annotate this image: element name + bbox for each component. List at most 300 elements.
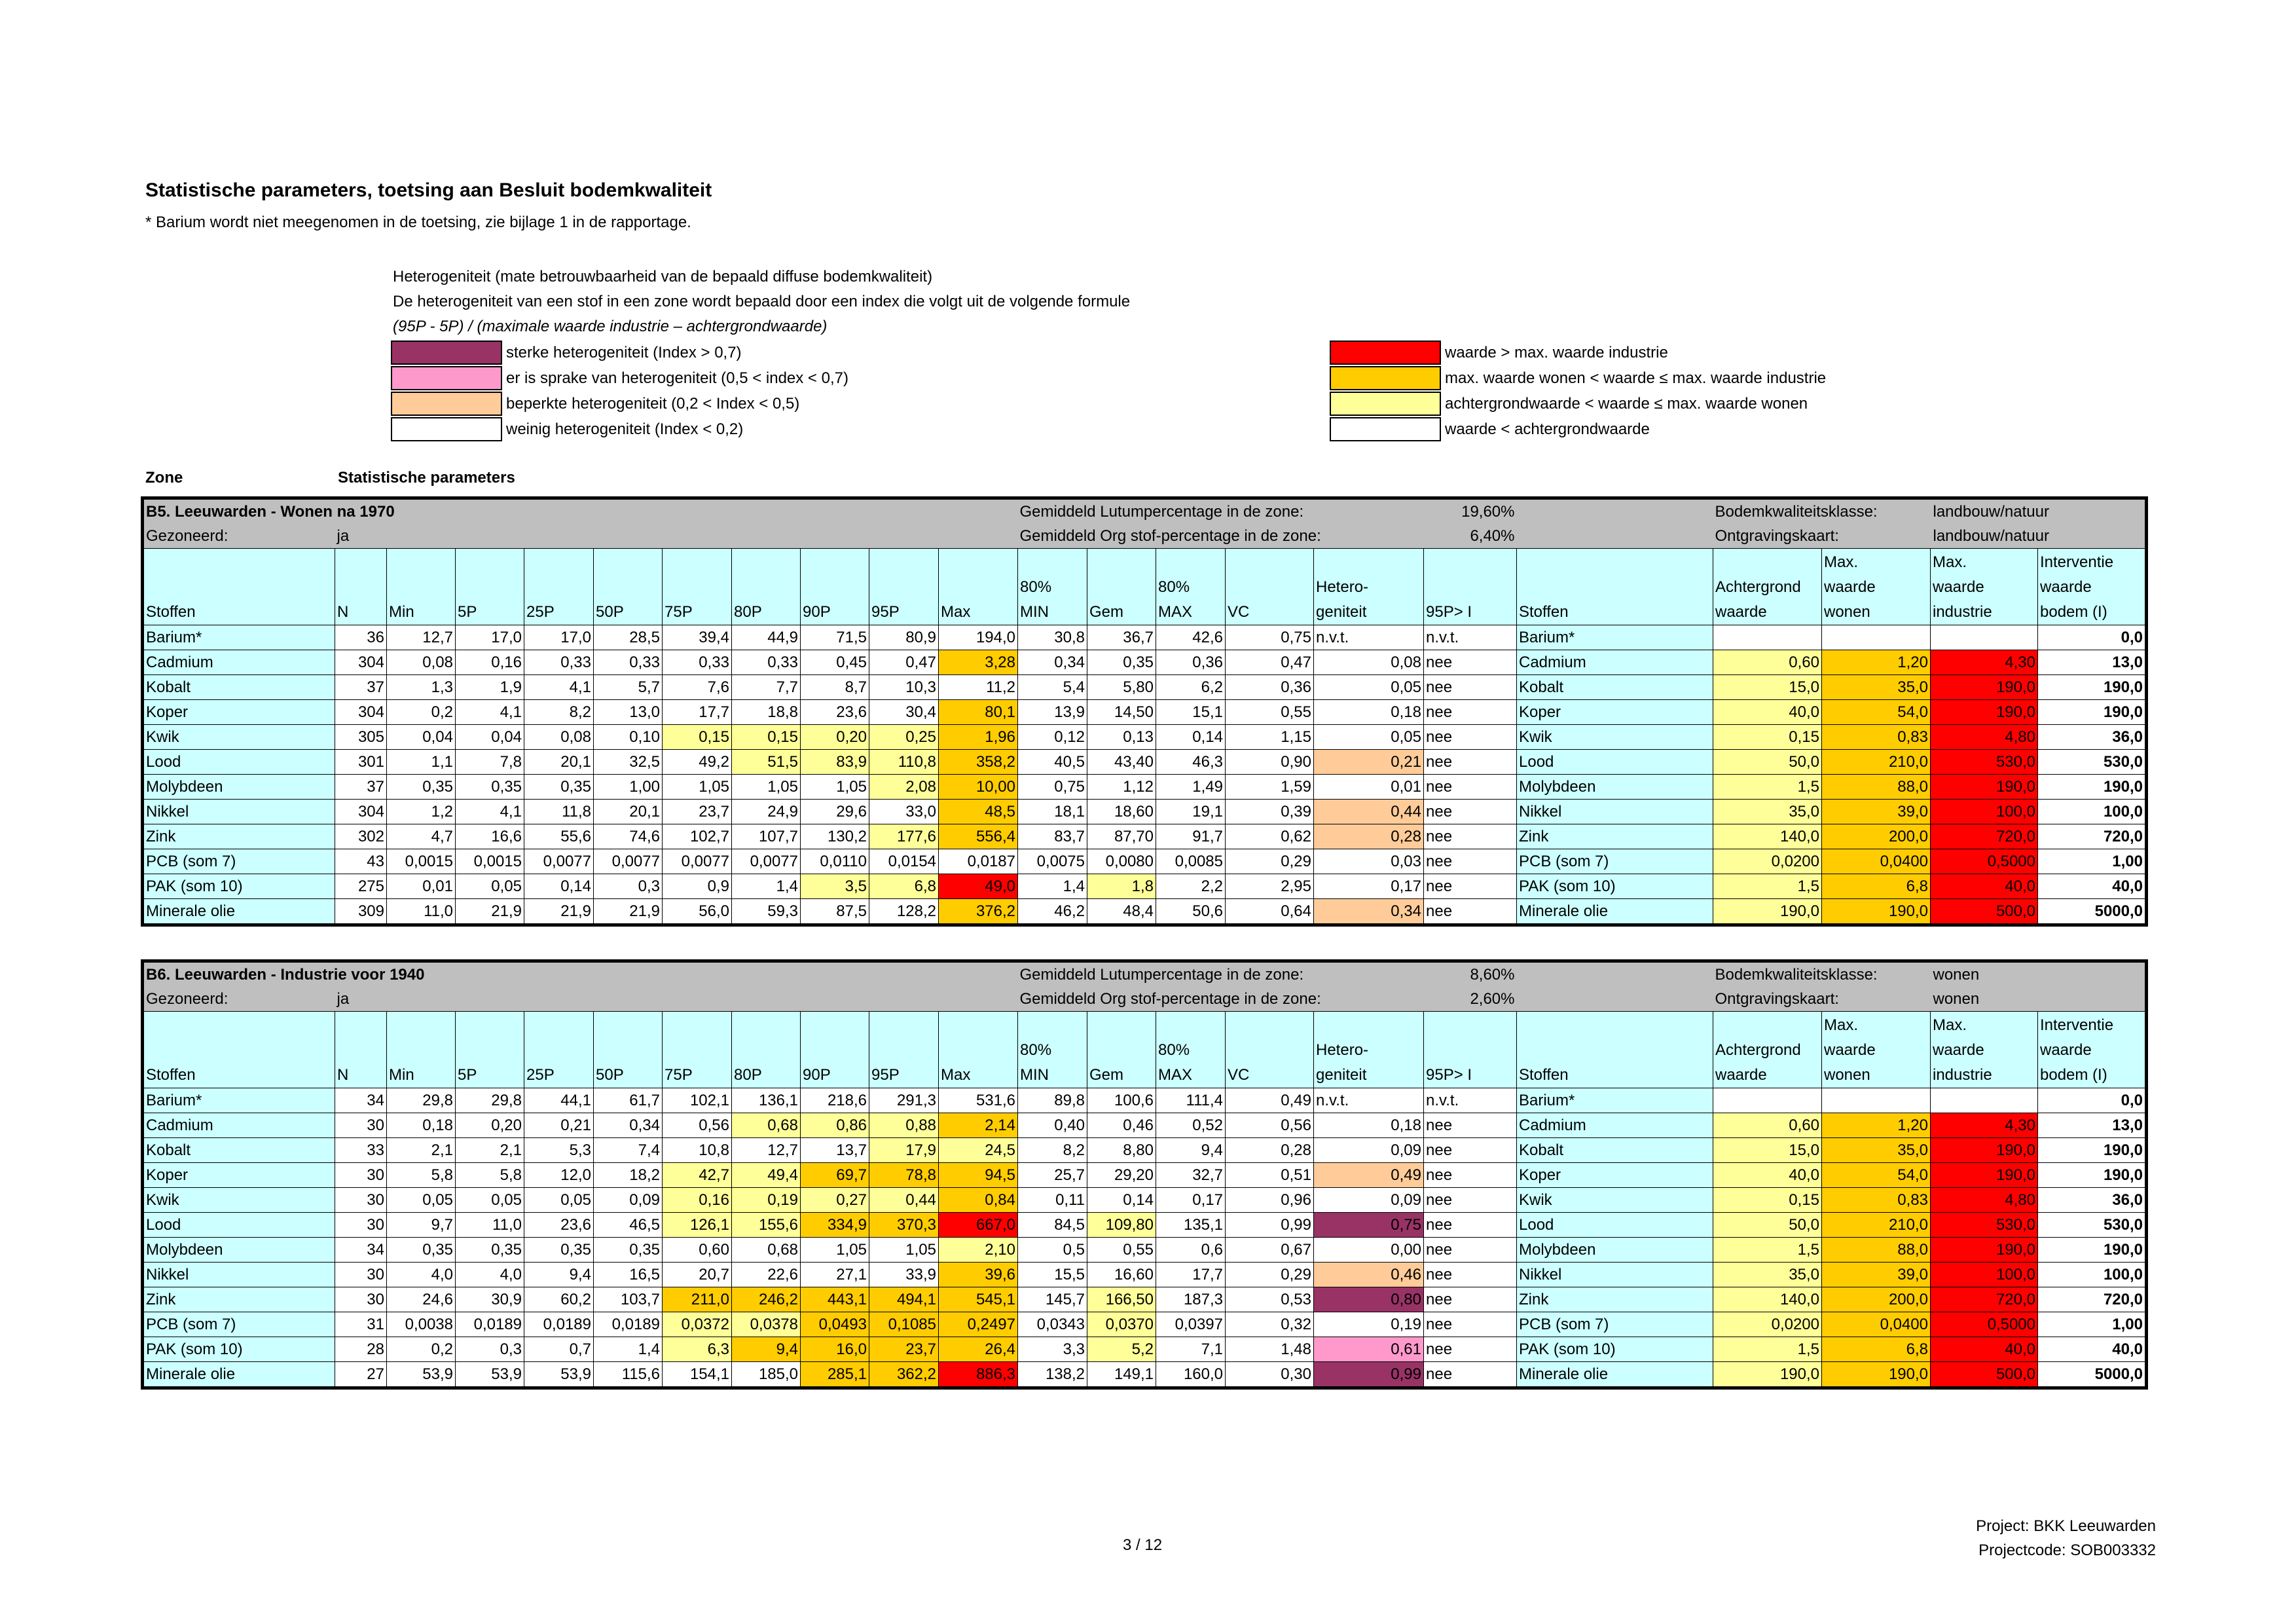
substance-name: Molybdeen — [143, 775, 335, 800]
table-cell: 1,96 — [939, 725, 1018, 750]
table-cell: 30 — [335, 1163, 387, 1188]
table-cell: 0,35 — [456, 1238, 524, 1263]
table-cell: 0,16 — [456, 650, 524, 675]
table-row — [143, 824, 2147, 849]
legend-label: achtergrondwaarde < waarde ≤ max. waarde wonen — [1445, 394, 1808, 413]
threshold-cell: 190,0 — [1822, 1362, 1931, 1388]
threshold-cell: 35,0 — [1713, 1263, 1822, 1287]
table-cell: 49,4 — [732, 1163, 801, 1188]
table-cell: 59,3 — [732, 899, 801, 925]
table-cell: 18,60 — [1087, 800, 1156, 824]
threshold-cell: 0,60 — [1713, 650, 1822, 675]
threshold-cell — [1713, 625, 1822, 650]
table-cell: 0,0038 — [387, 1312, 456, 1337]
table-cell: 2,1 — [387, 1138, 456, 1163]
table-cell: 4,1 — [456, 700, 524, 725]
table-row — [143, 725, 2147, 750]
table-cell: 246,2 — [732, 1287, 801, 1312]
table-cell: nee — [1424, 1263, 1517, 1287]
table-cell: n.v.t. — [1424, 1088, 1517, 1113]
table-cell: 0,0075 — [1018, 849, 1087, 874]
substance-name: Lood — [143, 1213, 335, 1238]
threshold-cell: 0,15 — [1713, 725, 1822, 750]
threshold-cell: 88,0 — [1822, 775, 1931, 800]
substance-name: Barium* — [143, 625, 335, 650]
table-cell: 1,4 — [1018, 874, 1087, 899]
table-cell: 7,7 — [732, 675, 801, 700]
table-cell: 0,36 — [1226, 675, 1314, 700]
table-cell: 0,15 — [663, 725, 732, 750]
statistics-label: Statistische parameters — [338, 469, 515, 487]
table-cell: 362,2 — [869, 1362, 939, 1388]
table-row — [143, 1312, 2147, 1337]
table-cell: 2,10 — [939, 1238, 1018, 1263]
threshold-cell — [1931, 1088, 2038, 1113]
table-cell: 1,59 — [1226, 775, 1314, 800]
table-cell: 0,2 — [387, 1337, 456, 1362]
table-cell: 12,0 — [524, 1163, 594, 1188]
column-header: 50P — [594, 549, 663, 625]
threshold-cell: 1,20 — [1822, 1113, 1931, 1138]
table-cell: 0,46 — [1087, 1113, 1156, 1138]
value-legend — [1330, 340, 1826, 442]
table-cell: nee — [1424, 1163, 1517, 1188]
table-cell: nee — [1424, 849, 1517, 874]
table-cell: 7,8 — [456, 750, 524, 775]
zone-info-row — [143, 524, 2147, 549]
org-label: Gemiddeld Org stof-percentage in de zone: — [1018, 524, 1424, 549]
table-cell: 0,84 — [939, 1188, 1018, 1213]
table-cell: 154,1 — [663, 1362, 732, 1388]
table-cell: 6,2 — [1156, 675, 1226, 700]
table-cell: 4,0 — [387, 1263, 456, 1287]
table-cell: 0,0085 — [1156, 849, 1226, 874]
table-cell: 9,4 — [732, 1337, 801, 1362]
column-header: 50P — [594, 1012, 663, 1088]
substance-name: PCB (som 7) — [1517, 849, 1713, 874]
substance-name: Koper — [143, 1163, 335, 1188]
table-cell: 28 — [335, 1337, 387, 1362]
legend-label: weinig heterogeniteit (Index < 0,2) — [506, 420, 744, 438]
org-label: Gemiddeld Org stof-percentage in de zone: — [1018, 987, 1424, 1012]
threshold-cell — [1822, 625, 1931, 650]
table-cell: 0,47 — [869, 650, 939, 675]
threshold-cell: 100,0 — [2038, 800, 2147, 824]
substance-name: PAK (som 10) — [1517, 874, 1713, 899]
klasse-value: wonen — [1931, 961, 2147, 987]
substance-name: Kobalt — [143, 1138, 335, 1163]
threshold-cell: 5000,0 — [2038, 1362, 2147, 1388]
table-row — [143, 800, 2147, 824]
table-cell: 0,17 — [1314, 874, 1424, 899]
table-cell: 13,0 — [594, 700, 663, 725]
threshold-cell: 0,5000 — [1931, 1312, 2038, 1337]
table-cell: nee — [1424, 824, 1517, 849]
table-cell: 23,7 — [869, 1337, 939, 1362]
threshold-cell: 190,0 — [1931, 675, 2038, 700]
table-cell: 20,7 — [663, 1263, 732, 1287]
substance-name: Molybdeen — [1517, 1238, 1713, 1263]
table-cell: 0,6 — [1156, 1238, 1226, 1263]
threshold-cell: 100,0 — [1931, 800, 2038, 824]
threshold-cell: 190,0 — [1822, 899, 1931, 925]
threshold-cell: 140,0 — [1713, 824, 1822, 849]
table-cell: 51,5 — [732, 750, 801, 775]
threshold-cell: 40,0 — [1713, 1163, 1822, 1188]
substance-name: PAK (som 10) — [143, 874, 335, 899]
table-cell: 4,7 — [387, 824, 456, 849]
table-cell: 0,08 — [524, 725, 594, 750]
threshold-cell: 190,0 — [1931, 700, 2038, 725]
table-cell: 1,9 — [456, 675, 524, 700]
threshold-cell: 54,0 — [1822, 1163, 1931, 1188]
table-cell: 0,05 — [456, 1188, 524, 1213]
threshold-cell: 1,00 — [2038, 849, 2147, 874]
zone-label: Zone — [145, 469, 183, 487]
table-cell: 24,6 — [387, 1287, 456, 1312]
threshold-cell: 0,15 — [1713, 1188, 1822, 1213]
table-cell: 0,0077 — [524, 849, 594, 874]
table-cell: 0,34 — [1018, 650, 1087, 675]
threshold-cell: 210,0 — [1822, 1213, 1931, 1238]
column-header: Max. waarde industrie — [1931, 549, 2038, 625]
column-header: Gem — [1087, 549, 1156, 625]
table-row — [143, 1113, 2147, 1138]
substance-name: Kwik — [1517, 1188, 1713, 1213]
column-header: 25P — [524, 549, 594, 625]
table-row — [143, 775, 2147, 800]
table-cell: 56,0 — [663, 899, 732, 925]
threshold-cell: 0,60 — [1713, 1113, 1822, 1138]
threshold-cell: 200,0 — [1822, 824, 1931, 849]
table-cell: 305 — [335, 725, 387, 750]
table-cell: 0,51 — [1226, 1163, 1314, 1188]
table-cell: 19,1 — [1156, 800, 1226, 824]
threshold-cell: 720,0 — [2038, 824, 2147, 849]
table-cell: 53,9 — [524, 1362, 594, 1388]
substance-name: Nikkel — [143, 800, 335, 824]
table-cell: 531,6 — [939, 1088, 1018, 1113]
substance-name: Kwik — [143, 1188, 335, 1213]
legend-item — [1330, 365, 1826, 391]
threshold-cell: 4,30 — [1931, 1113, 2038, 1138]
heterogeneity-line1: Heterogeniteit (mate betrouwbaarheid van de bepaald diffuse bodemkwaliteit) — [393, 268, 933, 286]
table-cell: 12,7 — [387, 625, 456, 650]
threshold-cell: 40,0 — [2038, 1337, 2147, 1362]
table-cell: nee — [1424, 1138, 1517, 1163]
table-cell: 370,3 — [869, 1213, 939, 1238]
legend-item — [1330, 416, 1826, 442]
table-cell: 100,6 — [1087, 1088, 1156, 1113]
table-cell: 84,5 — [1018, 1213, 1087, 1238]
table-cell: 0,25 — [869, 725, 939, 750]
column-header: Stoffen — [143, 1012, 335, 1088]
table-cell: 0,35 — [524, 775, 594, 800]
heterogeneity-formula: (95P - 5P) / (maximale waarde industrie – achtergrondwaarde) — [393, 318, 828, 335]
substance-name: Barium* — [1517, 1088, 1713, 1113]
legend-swatch — [1330, 417, 1441, 441]
column-header: Stoffen — [143, 549, 335, 625]
lutum-label: Gemiddeld Lutumpercentage in de zone: — [1018, 961, 1424, 987]
table-cell: 16,0 — [801, 1337, 869, 1362]
table-cell: 9,7 — [387, 1213, 456, 1238]
table-cell: 30,4 — [869, 700, 939, 725]
table-cell: 0,5 — [1018, 1238, 1087, 1263]
table-cell: 0,3 — [456, 1337, 524, 1362]
table-cell: 0,03 — [1314, 849, 1424, 874]
table-cell: 20,1 — [524, 750, 594, 775]
threshold-cell: 13,0 — [2038, 1113, 2147, 1138]
table-cell: 0,86 — [801, 1113, 869, 1138]
table-cell: 126,1 — [663, 1213, 732, 1238]
legend-swatch — [1330, 341, 1441, 365]
substance-name: Koper — [1517, 1163, 1713, 1188]
table-cell: 30 — [335, 1287, 387, 1312]
table-cell: 48,4 — [1087, 899, 1156, 925]
table-cell: 0,64 — [1226, 899, 1314, 925]
table-cell: 29,20 — [1087, 1163, 1156, 1188]
table-cell: 0,2 — [387, 700, 456, 725]
table-cell: 0,35 — [387, 1238, 456, 1263]
table-cell: 0,29 — [1226, 849, 1314, 874]
threshold-cell: 4,30 — [1931, 650, 2038, 675]
table-cell: 10,8 — [663, 1138, 732, 1163]
table-cell: 4,1 — [524, 675, 594, 700]
substance-name: Minerale olie — [143, 899, 335, 925]
substance-name: Kobalt — [143, 675, 335, 700]
threshold-cell: 1,5 — [1713, 1238, 1822, 1263]
column-header: 80P — [732, 1012, 801, 1088]
table-cell: 166,50 — [1087, 1287, 1156, 1312]
klasse-value: landbouw/natuur — [1931, 498, 2147, 525]
legend-swatch — [391, 366, 502, 390]
table-cell: 21,9 — [594, 899, 663, 925]
zone-header — [145, 469, 515, 487]
table-cell: 9,4 — [524, 1263, 594, 1287]
project-info — [1976, 1514, 2156, 1562]
table-cell: 5,8 — [387, 1163, 456, 1188]
column-header: 95P> I — [1424, 549, 1517, 625]
table-cell: 24,9 — [732, 800, 801, 824]
table-cell: 30 — [335, 1213, 387, 1238]
table-cell: 0,52 — [1156, 1113, 1226, 1138]
table-cell: 0,29 — [1226, 1263, 1314, 1287]
legend-label: beperkte heterogeniteit (0,2 < Index < 0,5) — [506, 394, 800, 413]
project-code: Projectcode: SOB003332 — [1978, 1541, 2156, 1559]
table-cell: 48,5 — [939, 800, 1018, 824]
table-cell: 36 — [335, 625, 387, 650]
table-row — [143, 1088, 2147, 1113]
table-cell: 285,1 — [801, 1362, 869, 1388]
substance-name: Kwik — [1517, 725, 1713, 750]
legend-label: waarde > max. waarde industrie — [1445, 343, 1668, 361]
table-cell: 0,11 — [1018, 1188, 1087, 1213]
table-cell: 0,55 — [1226, 700, 1314, 725]
threshold-cell: 0,0400 — [1822, 1312, 1931, 1337]
column-header: 80% MIN — [1018, 1012, 1087, 1088]
table-cell: 0,0189 — [524, 1312, 594, 1337]
table-row — [143, 700, 2147, 725]
table-cell: 34 — [335, 1238, 387, 1263]
table-cell: 0,67 — [1226, 1238, 1314, 1263]
table-row — [143, 1362, 2147, 1388]
table-cell: 0,0189 — [594, 1312, 663, 1337]
table-cell: 0,27 — [801, 1188, 869, 1213]
table-cell: 5,3 — [524, 1138, 594, 1163]
heterogeneity-legend — [391, 340, 848, 442]
table-cell: 46,5 — [594, 1213, 663, 1238]
threshold-cell: 190,0 — [2038, 1238, 2147, 1263]
table-cell: 2,1 — [456, 1138, 524, 1163]
threshold-cell: 500,0 — [1931, 1362, 2038, 1388]
substance-name: Cadmium — [1517, 1113, 1713, 1138]
table-cell: 0,33 — [732, 650, 801, 675]
table-cell: 16,5 — [594, 1263, 663, 1287]
threshold-cell: 35,0 — [1822, 1138, 1931, 1163]
column-header: 95P — [869, 1012, 939, 1088]
table-cell: nee — [1424, 725, 1517, 750]
table-cell: 29,8 — [456, 1088, 524, 1113]
table-cell: 24,5 — [939, 1138, 1018, 1163]
table-cell: 94,5 — [939, 1163, 1018, 1188]
table-cell: 0,47 — [1226, 650, 1314, 675]
table-cell: 0,56 — [663, 1113, 732, 1138]
table-cell: 87,70 — [1087, 824, 1156, 849]
substance-name: Lood — [1517, 750, 1713, 775]
table-cell: 71,5 — [801, 625, 869, 650]
threshold-cell: 40,0 — [1713, 700, 1822, 725]
table-cell: nee — [1424, 1287, 1517, 1312]
table-cell: 11,8 — [524, 800, 594, 824]
substance-name: Zink — [143, 824, 335, 849]
table-cell: 0,35 — [524, 1238, 594, 1263]
table-row — [143, 1238, 2147, 1263]
table-cell: 42,6 — [1156, 625, 1226, 650]
table-cell: 0,0077 — [663, 849, 732, 874]
zone-info-row — [143, 987, 2147, 1012]
table-cell: 37 — [335, 675, 387, 700]
column-header: 90P — [801, 1012, 869, 1088]
threshold-cell: 530,0 — [2038, 750, 2147, 775]
column-header: N — [335, 1012, 387, 1088]
threshold-cell: 720,0 — [2038, 1287, 2147, 1312]
table-cell: 11,2 — [939, 675, 1018, 700]
column-header: Achtergrond waarde — [1713, 549, 1822, 625]
table-row — [143, 1163, 2147, 1188]
table-cell: 21,9 — [524, 899, 594, 925]
table-cell: 1,00 — [594, 775, 663, 800]
table-cell: 1,8 — [1087, 874, 1156, 899]
table-cell: 0,35 — [456, 775, 524, 800]
table-cell: 0,7 — [524, 1337, 594, 1362]
table-cell: 44,9 — [732, 625, 801, 650]
threshold-cell — [1822, 1088, 1931, 1113]
legend-swatch — [1330, 392, 1441, 416]
table-cell: 9,4 — [1156, 1138, 1226, 1163]
table-cell: 0,75 — [1314, 1213, 1424, 1238]
table-cell: 301 — [335, 750, 387, 775]
threshold-cell: 1,20 — [1822, 650, 1931, 675]
column-header: Min — [387, 549, 456, 625]
table-cell: 0,01 — [1314, 775, 1424, 800]
table-cell: 0,05 — [1314, 675, 1424, 700]
table-cell: nee — [1424, 775, 1517, 800]
substance-name: Minerale olie — [143, 1362, 335, 1388]
threshold-cell: 1,5 — [1713, 874, 1822, 899]
table-cell: 10,3 — [869, 675, 939, 700]
table-cell: 31 — [335, 1312, 387, 1337]
threshold-cell: 13,0 — [2038, 650, 2147, 675]
table-cell: 136,1 — [732, 1088, 801, 1113]
threshold-cell — [1931, 625, 2038, 650]
column-header: 80% MIN — [1018, 549, 1087, 625]
table-cell: 0,18 — [387, 1113, 456, 1138]
threshold-cell — [1713, 1088, 1822, 1113]
table-cell: 0,90 — [1226, 750, 1314, 775]
legend-label: max. waarde wonen < waarde ≤ max. waarde industrie — [1445, 369, 1827, 387]
table-cell: 0,34 — [1314, 899, 1424, 925]
substance-name: Nikkel — [1517, 1263, 1713, 1287]
table-cell: 7,6 — [663, 675, 732, 700]
threshold-cell: 1,00 — [2038, 1312, 2147, 1337]
org-value: 6,40% — [1424, 524, 1517, 549]
table-cell: 0,0493 — [801, 1312, 869, 1337]
column-header: Max. waarde wonen — [1822, 1012, 1931, 1088]
kaart-label: Ontgravingskaart: — [1713, 987, 1931, 1012]
table-cell: 34 — [335, 1088, 387, 1113]
threshold-cell: 0,5000 — [1931, 849, 2038, 874]
table-cell: 149,1 — [1087, 1362, 1156, 1388]
table-cell: 91,7 — [1156, 824, 1226, 849]
table-cell: 304 — [335, 800, 387, 824]
threshold-cell: 0,0200 — [1713, 849, 1822, 874]
zone-name: B5. Leeuwarden - Wonen na 1970 — [143, 498, 1018, 525]
table-cell: 275 — [335, 874, 387, 899]
table-cell: n.v.t. — [1424, 625, 1517, 650]
table-cell: 0,55 — [1087, 1238, 1156, 1263]
column-header: Gem — [1087, 1012, 1156, 1088]
table-cell: nee — [1424, 750, 1517, 775]
table-cell: 26,4 — [939, 1337, 1018, 1362]
table-cell: 30,9 — [456, 1287, 524, 1312]
table-cell: nee — [1424, 874, 1517, 899]
column-header: Interventie waarde bodem (I) — [2038, 549, 2147, 625]
table-cell: 218,6 — [801, 1088, 869, 1113]
column-header: 80% MAX — [1156, 549, 1226, 625]
page-title: Statistische parameters, toetsing aan Besluit bodemkwaliteit — [145, 179, 712, 201]
table-cell: 83,7 — [1018, 824, 1087, 849]
substance-name: Cadmium — [1517, 650, 1713, 675]
threshold-cell: 40,0 — [1931, 1337, 2038, 1362]
table-cell: 30,8 — [1018, 625, 1087, 650]
table-cell: 0,20 — [801, 725, 869, 750]
table-cell: 1,12 — [1087, 775, 1156, 800]
table-cell: 0,14 — [1087, 1188, 1156, 1213]
table-cell: 0,40 — [1018, 1113, 1087, 1138]
column-header: 95P — [869, 549, 939, 625]
table-cell: 0,15 — [732, 725, 801, 750]
table-cell: 2,14 — [939, 1113, 1018, 1138]
threshold-cell: 190,0 — [1713, 1362, 1822, 1388]
table-cell: 1,05 — [801, 775, 869, 800]
column-header: Hetero- geniteit — [1314, 549, 1424, 625]
table-cell: 0,56 — [1226, 1113, 1314, 1138]
table-cell: nee — [1424, 1362, 1517, 1388]
table-cell: 0,18 — [1314, 700, 1424, 725]
table-cell: 1,05 — [732, 775, 801, 800]
substance-name: Nikkel — [143, 1263, 335, 1287]
table-cell: 4,0 — [456, 1263, 524, 1287]
